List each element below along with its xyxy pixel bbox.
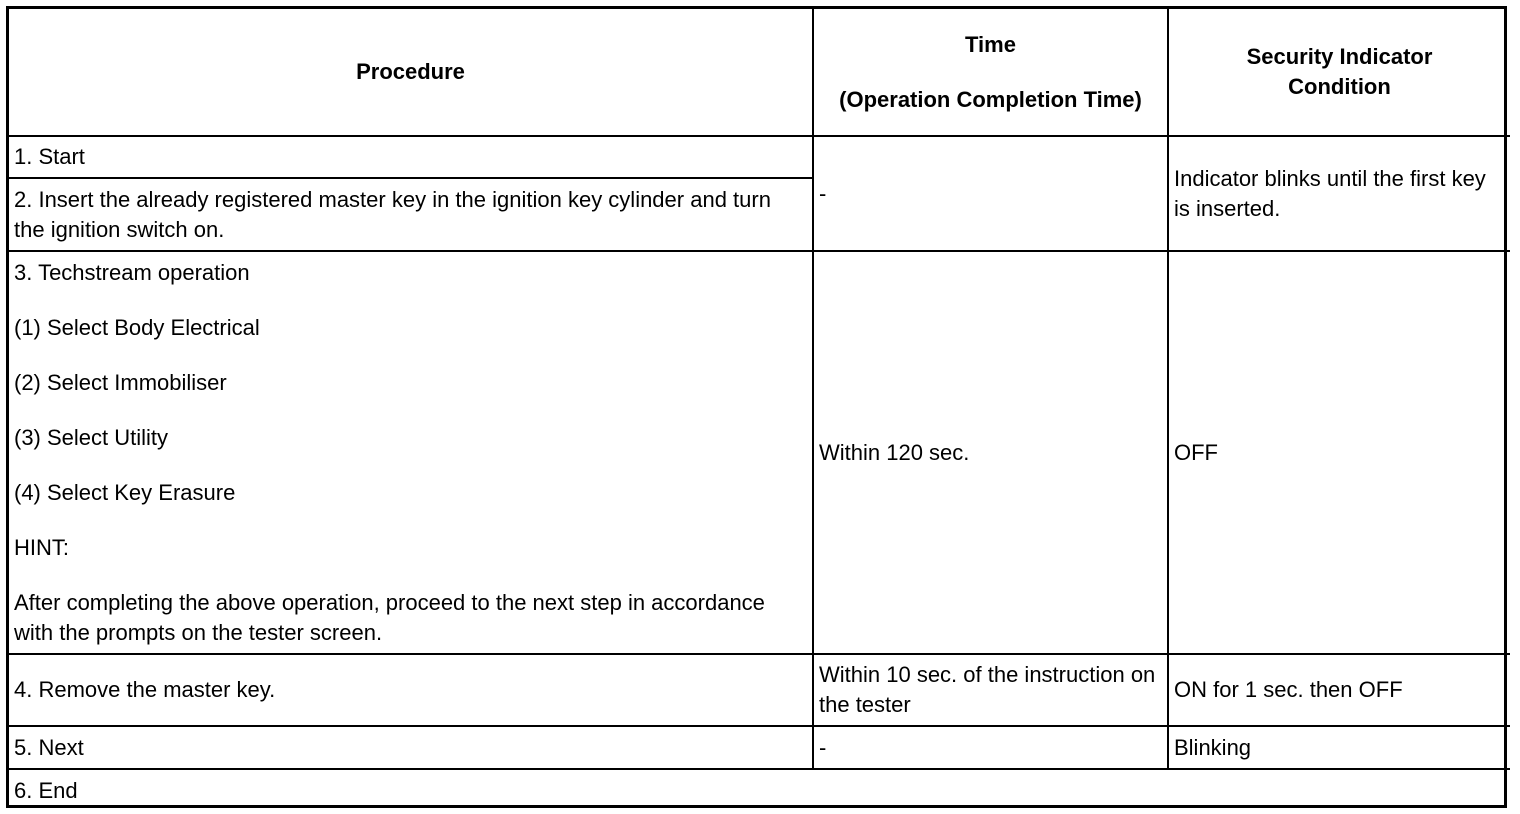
row-3-procedure: [9, 251, 813, 654]
row-2-procedure: 2. Insert the already registered master key in the ignition key cylinder and turn the ignition switch on.: [9, 178, 813, 251]
header-indicator: Security Indicator Condition: [1168, 9, 1510, 136]
row-1-procedure: 1. Start: [9, 136, 813, 178]
procedure-line: After completing the above operation, proceed to the next step in accordance with the prompts on the tester screen.: [14, 589, 765, 645]
row-6-procedure: 6. End: [9, 769, 1510, 811]
table-row: [9, 654, 1510, 726]
header-time-title: Time: [965, 31, 1016, 57]
header-time-subtitle: (Operation Completion Time): [839, 86, 1142, 112]
row-4-procedure: 4. Remove the master key.: [9, 654, 813, 726]
row-1-2-time: -: [813, 136, 1168, 251]
row-1-2-indicator: Indicator blinks until the first key is inserted.: [1168, 136, 1510, 251]
procedure-line: 3. Techstream operation: [14, 259, 250, 285]
table-row: [9, 726, 1510, 769]
table-row: [9, 251, 1510, 654]
row-5-time: -: [813, 726, 1168, 769]
table-row: [9, 136, 1510, 178]
procedure-line: (2) Select Immobiliser: [14, 369, 227, 395]
row-4-time: Within 10 sec. of the instruction on the tester: [813, 654, 1168, 726]
row-3-indicator: OFF: [1168, 251, 1510, 654]
header-time: [813, 9, 1168, 136]
header-procedure: Procedure: [9, 9, 813, 136]
row-5-procedure: 5. Next: [9, 726, 813, 769]
procedure-line: (4) Select Key Erasure: [14, 479, 236, 505]
procedure-line: (3) Select Utility: [14, 424, 169, 450]
procedure-line: HINT:: [14, 534, 69, 560]
row-5-indicator: Blinking: [1168, 726, 1510, 769]
procedure-table: [6, 6, 1507, 808]
table-row: [9, 769, 1510, 811]
row-4-indicator: ON for 1 sec. then OFF: [1168, 654, 1510, 726]
header-row: [9, 9, 1510, 136]
key-erasure-table: [9, 9, 1510, 811]
procedure-line: (1) Select Body Electrical: [14, 314, 260, 340]
row-3-time: Within 120 sec.: [813, 251, 1168, 654]
